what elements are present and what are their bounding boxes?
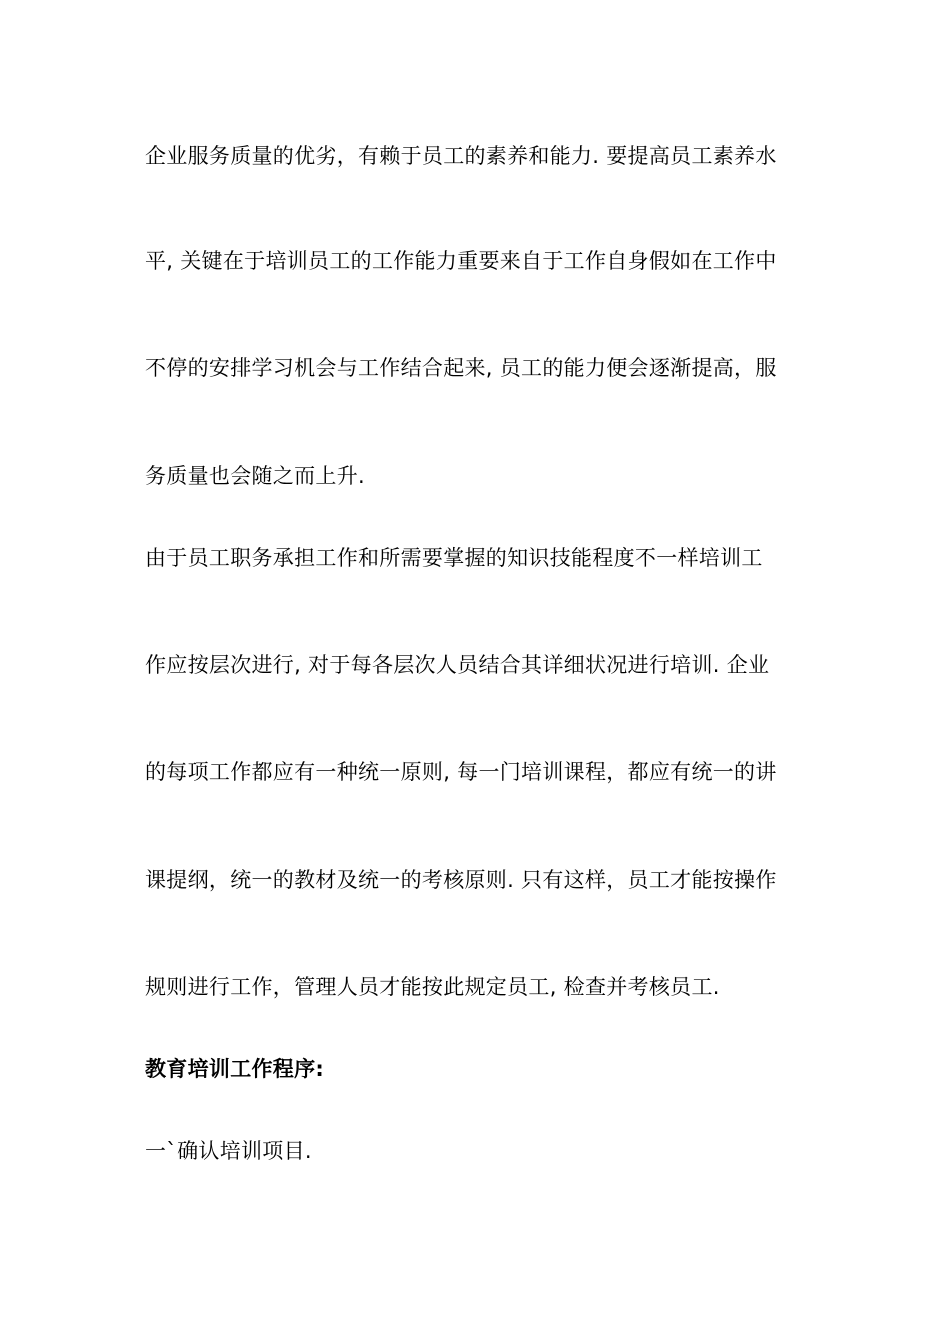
paragraph-2-line-1: 由于员工职务承担工作和所需要掌握的知识技能程度不一样培训工	[145, 546, 763, 570]
paragraph-2-line-2: 作应按层次进行, 对于每各层次人员结合其详细状况进行培训. 企业	[145, 653, 770, 677]
paragraph-1-line-1: 企业服务质量的优劣，有赖于员工的素养和能力. 要提高员工素养水	[145, 144, 777, 168]
paragraph-2-line-3: 的每项工作都应有一种统一原则, 每一门培训课程，都应有统一的讲	[145, 760, 777, 784]
paragraph-2-line-4: 课提纲，统一的教材及统一的考核原则. 只有这样，员工才能按操作	[145, 868, 777, 892]
paragraph-2-line-5: 规则进行工作，管理人员才能按此规定员工, 检查并考核员工.	[145, 975, 720, 999]
paragraph-1-line-2: 平, 关键在于培训员工的工作能力重要来自于工作自身假如在工作中	[145, 249, 777, 273]
section-heading: 教育培训工作程序:	[145, 1057, 325, 1081]
list-item-1: 一`确认培训项目.	[145, 1139, 312, 1163]
paragraph-1-line-3: 不停的安排学习机会与工作结合起来, 员工的能力便会逐渐提高，服	[145, 356, 777, 380]
paragraph-1-line-4: 务质量也会随之而上升.	[145, 464, 365, 488]
